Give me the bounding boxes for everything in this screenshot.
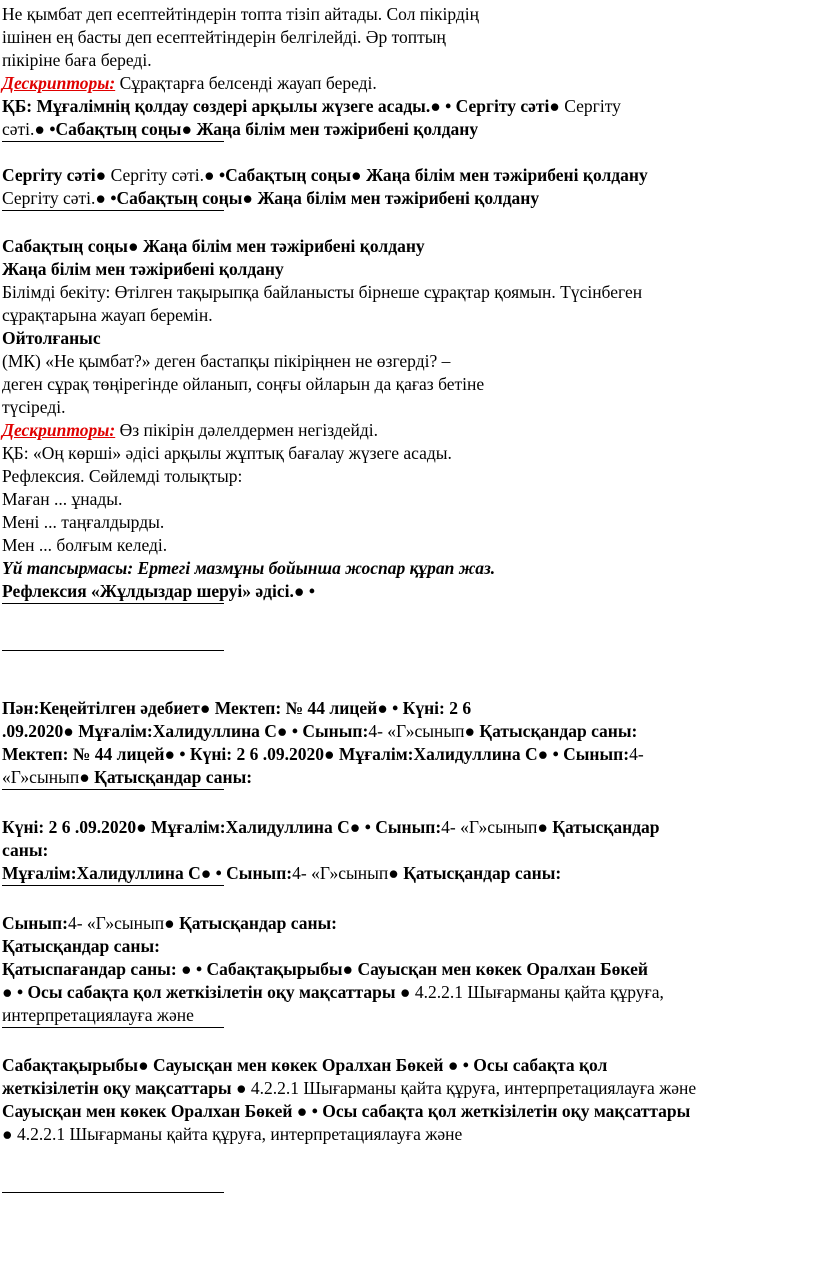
bold-segment: жеткізілетін оқу мақсаттары ● — [2, 1078, 247, 1098]
bold-segment: ● Қатысқандар саны: — [79, 767, 253, 787]
descriptor-label: Дескрипторы: — [2, 73, 116, 93]
text-line — [2, 766, 812, 789]
bold-segment: .09.2020● Мұғалім:Халидуллина С● • Сынып: — [2, 721, 369, 741]
spacer — [2, 1146, 812, 1192]
spacer — [2, 651, 812, 697]
bold-segment: Мұғалім:Халидуллина С● • Сынып: — [2, 863, 293, 883]
spacer — [2, 1028, 812, 1054]
text-line: Білімді бекіту: Өтілген тақырыпқа байланысты бірнеше сұрақтар қоямын. Түсінбеген — [2, 282, 643, 302]
text-line: Мен ... болғым келеді. — [2, 535, 168, 555]
text-line — [2, 862, 812, 885]
text-line — [2, 1077, 812, 1100]
text-segment: Сергіту сәті. — [2, 188, 96, 208]
spacer — [2, 142, 812, 164]
text-line: ҚБ: «Оң көрші» әдісі арқылы жұптық бағалау жүзеге асады. — [2, 443, 452, 463]
section-heading: Сабақтың соңы● Жаңа білім мен тәжірибені қолдану — [2, 236, 425, 256]
descriptor-line — [2, 72, 812, 95]
text-line: Сабақтақырыбы● Сауысқан мен көкек Оралхан Бөкей ● • Осы сабақта қол — [2, 1055, 608, 1075]
bold-segment: Сергіту сәті● — [2, 165, 107, 185]
spacer — [2, 604, 812, 650]
text-line: (МК) «Не қымбат?» деген бастапқы пікіріңнен не өзгерді? – — [2, 351, 451, 371]
text-segment: 4.2.2.1 Шығарманы қайта құруға, интерпретациялауға және — [246, 1078, 697, 1098]
text-line: Сауысқан мен көкек Оралхан Бөкей ● • Осы сабақта қол жеткізілетін оқу мақсаттары — [2, 1101, 691, 1121]
bold-segment: ● •Сабақтың соңы● Жаңа білім мен тәжірибені қолдану — [34, 119, 479, 139]
text-segment: 4- «Г»сынып — [368, 721, 465, 741]
text-line — [2, 816, 812, 839]
text-line — [2, 95, 812, 118]
text-line: Рефлексия. Сөйлемді толықтыр: — [2, 466, 243, 486]
bold-segment: ● •Сабақтың соңы● Жаңа білім мен тәжірибені қолдану — [95, 188, 540, 208]
descriptor-text: Өз пікірін дәлелдермен негіздейді. — [115, 420, 379, 440]
text-segment: Сергіту сәті. — [106, 165, 204, 185]
spacer — [2, 886, 812, 912]
text-line — [2, 912, 812, 935]
homework-line: Үй тапсырмасы: Ертегі мазмұны бойынша жоспар құрап жаз. — [2, 558, 496, 578]
text-segment: «Г»сынып — [2, 767, 80, 787]
text-segment: 4- — [629, 744, 644, 764]
text-line — [2, 720, 812, 743]
text-segment: 4- «Г»сынып — [441, 817, 538, 837]
bold-segment: ● — [2, 1124, 13, 1144]
text-line — [2, 743, 812, 766]
bold-segment: Мектеп: № 44 лицей● • Күні: 2 6 .09.2020● Мұғалім:Халидуллина С● • Сынып: — [2, 744, 630, 764]
text-line: Қатыспағандар саны: ● • Сабақтақырыбы● Сауысқан мен көкек Оралхан Бөкей — [2, 959, 648, 979]
bold-segment: ● Қатысқандар саны: — [464, 721, 638, 741]
text-segment: сәті. — [2, 119, 35, 139]
text-line — [2, 187, 812, 210]
bold-segment: ● Қатысқандар саны: — [164, 913, 338, 933]
text-segment: 4.2.2.1 Шығарманы қайта құруға, — [410, 982, 664, 1002]
text-line — [2, 981, 812, 1004]
text-segment: 4- «Г»сынып — [292, 863, 389, 883]
descriptor-line — [2, 419, 812, 442]
descriptor-text: Сұрақтарға белсенді жауап береді. — [115, 73, 377, 93]
text-line: Қатысқандар саны: — [2, 936, 160, 956]
text-line: ішінен ең басты деп есептейтіндерін белгілейді. Әр топтың — [2, 27, 446, 47]
bold-segment: ● •Сабақтың соңы● Жаңа білім мен тәжірибені қолдану — [204, 165, 648, 185]
spacer — [2, 790, 812, 816]
spacer — [2, 211, 812, 235]
text-line: Рефлексия «Жұлдыздар шеруі» әдісі.● • — [2, 581, 315, 601]
text-line: саны: — [2, 840, 49, 860]
text-line: Мені ... таңғалдырды. — [2, 512, 165, 532]
section-heading: Ойтолғаныс — [2, 328, 101, 348]
bold-segment: ● Қатысқандар — [537, 817, 660, 837]
text-line: түсіреді. — [2, 397, 66, 417]
bold-segment: ҚБ: Мұғалімнің қолдау сөздері арқылы жүзеге асады.● • Сергіту сәті● — [2, 96, 560, 116]
descriptor-label: Дескрипторы: — [2, 420, 116, 440]
text-line: Не қымбат деп есептейтіндерін топта тізіп айтады. Сол пікірдің — [2, 4, 480, 24]
text-line: деген сұрақ төңірегінде ойланып, соңғы ойларын да қағаз бетіне — [2, 374, 485, 394]
text-segment: 4.2.2.1 Шығарманы қайта құруға, интерпретациялауға және — [12, 1124, 463, 1144]
separator-rule — [2, 1192, 224, 1193]
text-line: пікіріне баға береді. — [2, 50, 152, 70]
text-line — [2, 1123, 812, 1146]
text-segment: 4- «Г»сынып — [67, 913, 165, 933]
text-line — [2, 118, 812, 141]
text-line: Маған ... ұнады. — [2, 489, 123, 509]
section-heading: Жаңа білім мен тәжірибені қолдану — [2, 259, 284, 279]
text-line: сұрақтарына жауап беремін. — [2, 305, 213, 325]
text-line — [2, 164, 812, 187]
text-line: Пән:Кеңейтілген әдебиет● Мектеп: № 44 лицей● • Күні: 2 6 — [2, 698, 472, 718]
bold-segment: ● • Осы сабақта қол жеткізілетін оқу мақсаттары ● — [2, 982, 411, 1002]
text-line: интерпретациялауға және — [2, 1005, 194, 1025]
bold-segment: ● Қатысқандар саны: — [388, 863, 562, 883]
document-page — [2, 3, 812, 1193]
text-segment: Сергіту — [559, 96, 621, 116]
bold-segment: Күні: 2 6 .09.2020● Мұғалім:Халидуллина С● • Сынып: — [2, 817, 442, 837]
bold-segment: Сынып: — [2, 913, 68, 933]
